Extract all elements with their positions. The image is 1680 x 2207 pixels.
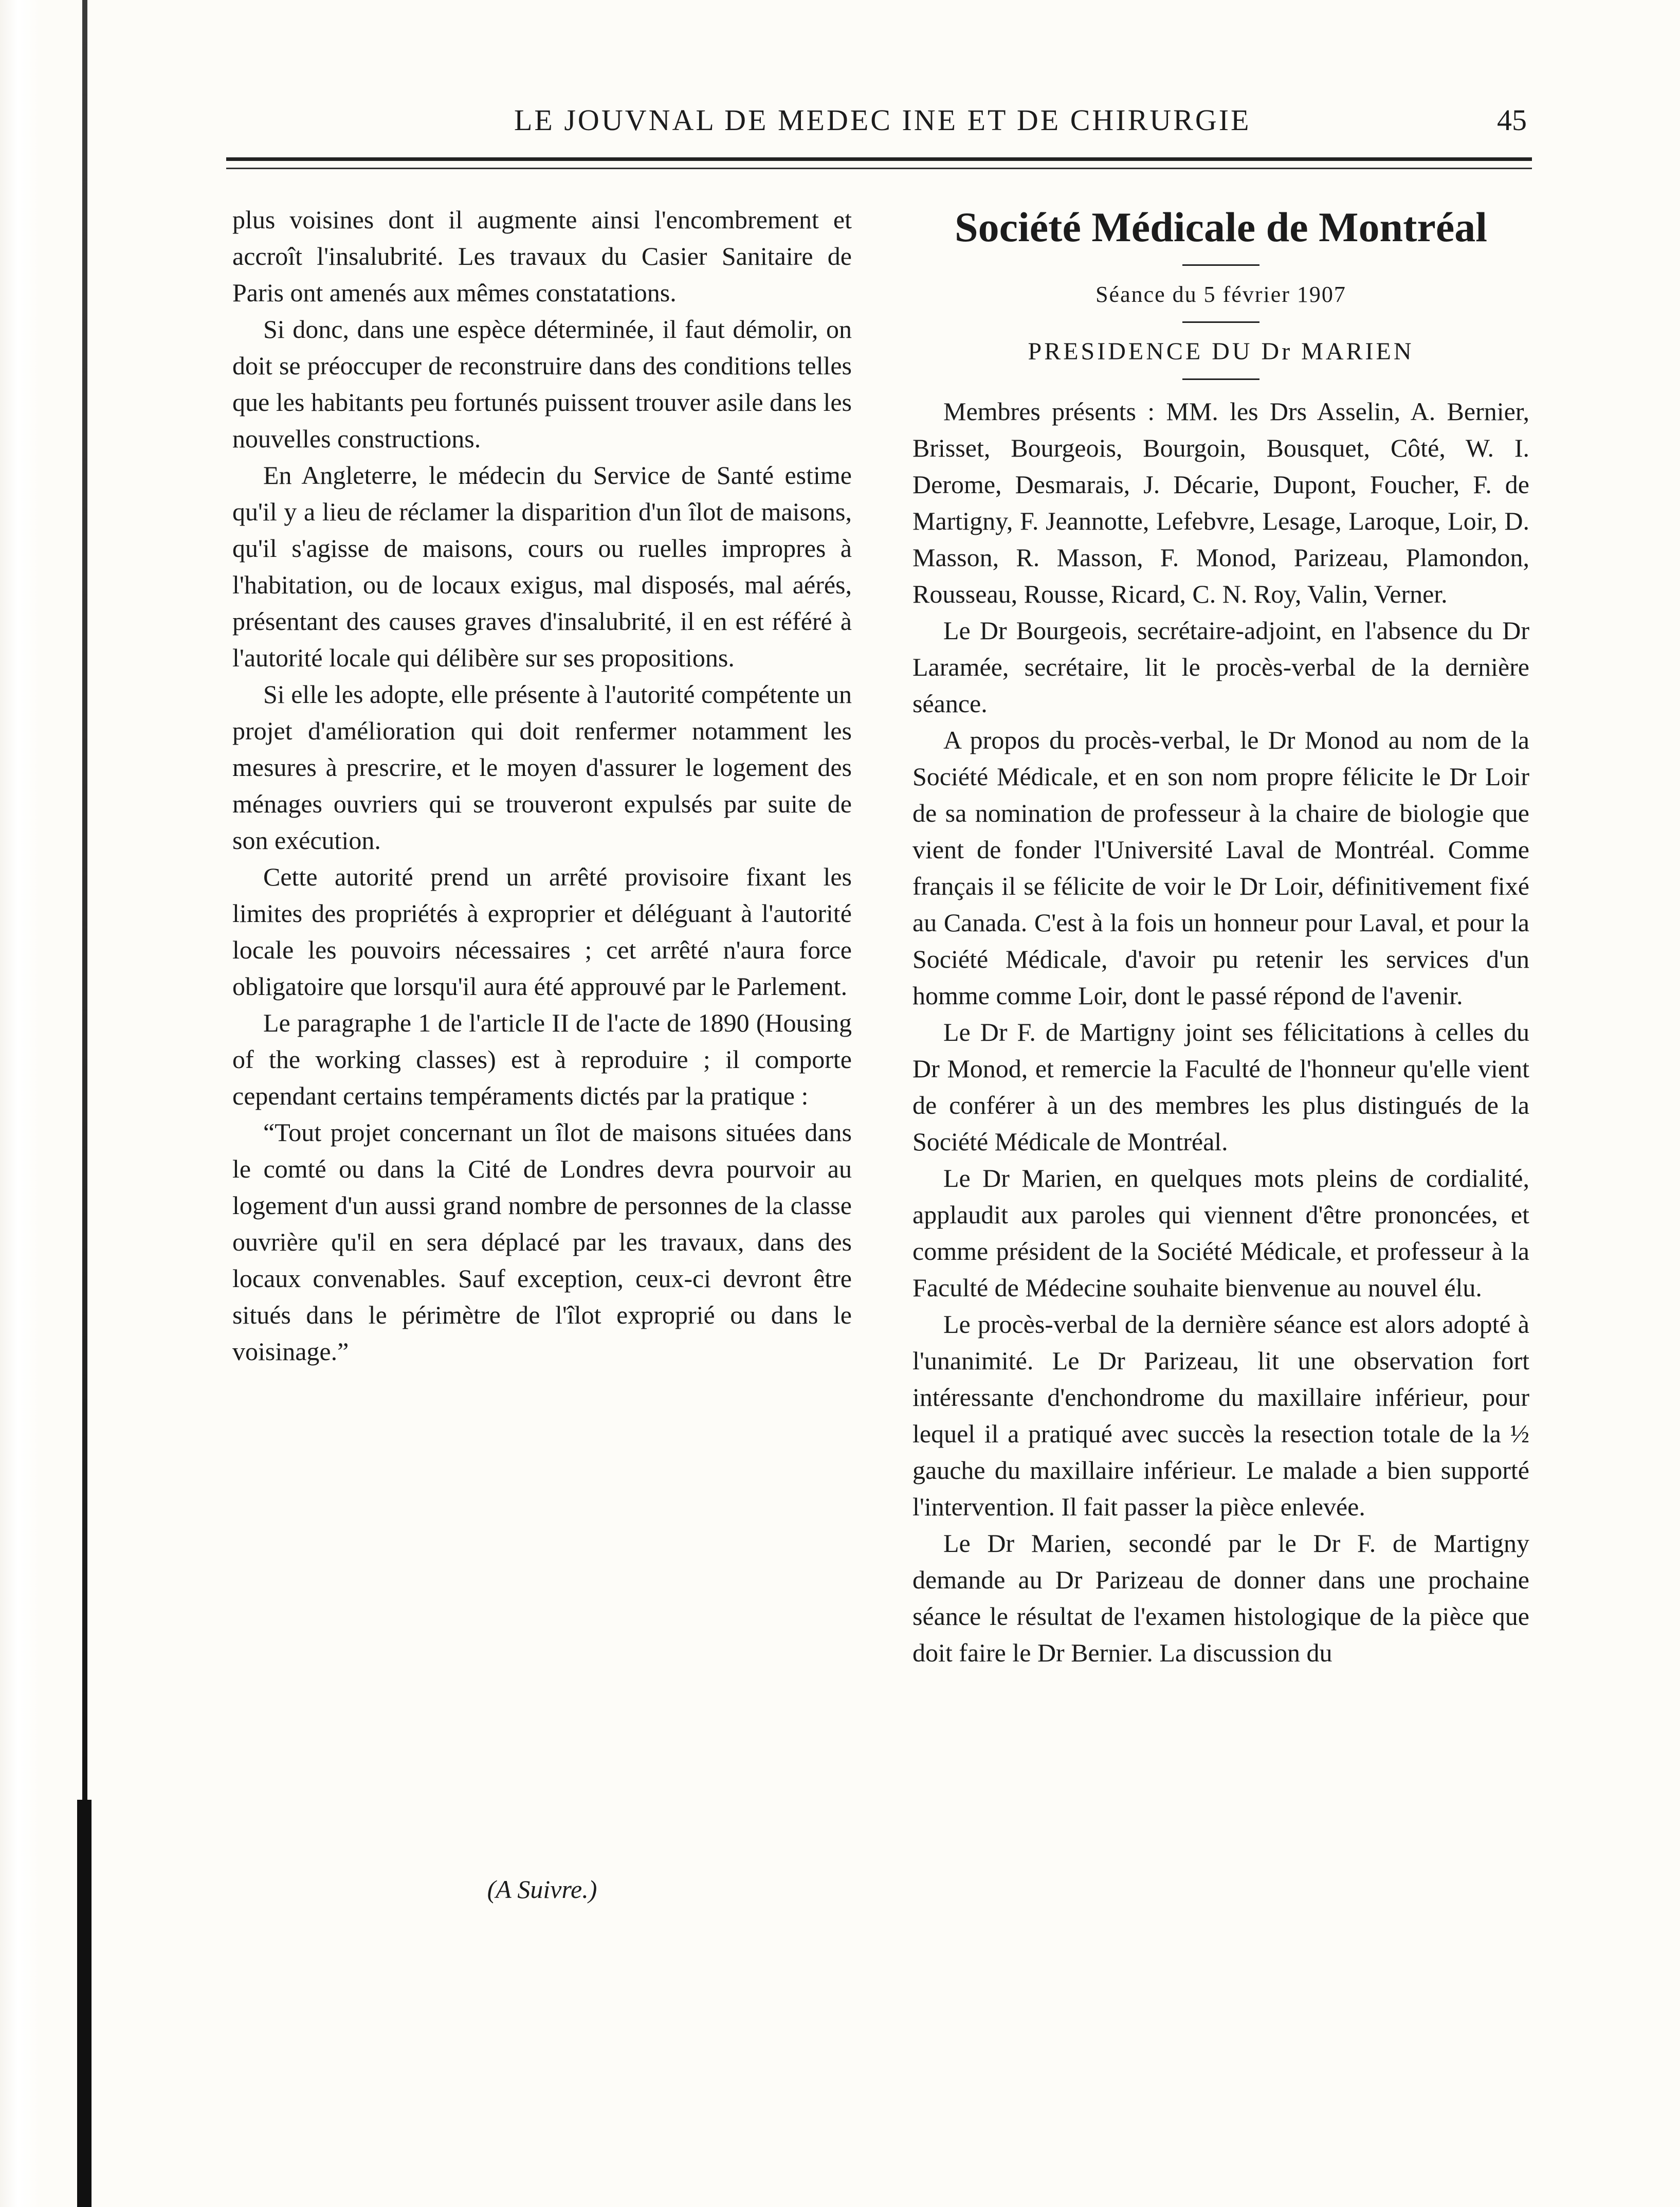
presidency-line: PRESIDENCE DU Dr MARIEN: [1028, 338, 1414, 365]
binding-shadow: [77, 1800, 92, 2207]
paragraph: Si elle les adopte, elle présente à l'autorité compétente un projet d'amélioration qui doit renfermer notamment les mesures à prescrire, et le moyen d'assurer le logement des ménages ouvriers qui se trouveront expulsés par suite de son exécution.: [232, 680, 852, 855]
page-header: [514, 103, 1527, 149]
paragraph: plus voisines dont il augmente ainsi l'encombrement et accroît l'insalubrité. Les travaux du Casier Sanitaire de Paris ont amenés aux mêmes constatations.: [232, 205, 852, 307]
london-act-quote: “Tout projet concernant un îlot de maisons situées dans le comté ou dans la Cité de Londres devra pourvoir au logement d'un aussi grand nombre de personnes de la classe ouvrière qu'il en sera déplacé par les travaux, dans des locaux convenables. Sauf exception, ceux-ci devront être situés dans le périmètre de l'îlot exproprié ou dans le voisinage.”: [232, 1118, 852, 1366]
presidency-rule: [1182, 378, 1259, 380]
paragraph: En Angleterre, le médecin du Service de Santé estime qu'il y a lieu de réclamer la disparition d'un îlot de maisons, qu'il s'agisse de maisons, cours ou ruelles impropres à l'habitation, ou de locaux exigus, mal disposés, mal aérés, présentant des causes graves d'insalubrité, il en est référé à l'autorité locale qui délibère sur ses propositions.: [232, 461, 852, 672]
page-number: 45: [1497, 103, 1527, 137]
page-binding-edge: [0, 0, 40, 2207]
paragraph: Le Dr Marien, en quelques mots pleins de cordialité, applaudit aux paroles qui viennent d'être prononcées, et comme président de la Société Médicale, et professeur à la Faculté de Médecine souhaite bienvenue au nouvel élu.: [912, 1164, 1529, 1302]
paragraph: Le procès-verbal de la dernière séance est alors adopté à l'unanimité. Le Dr Parizeau, lit une observation fort intéressante d'enchondrome du maxillaire inférieur, pour lequel il a pratiqué avec succès la resection totale de la ½ gauche du maxillaire inférieur. Le malade a bien supporté l'intervention. Il fait passer la pièce enlevée.: [912, 1310, 1529, 1521]
paragraph: Si donc, dans une espèce déterminée, il faut démolir, on doit se préoccuper de reconstruire dans des conditions telles que les habitants peu fortunés puissent trouver asile dans les nouvelles constructions.: [232, 315, 852, 453]
session-date: Séance du 5 février 1907: [1095, 282, 1346, 307]
title-rule: [1182, 264, 1259, 266]
left-column: [232, 202, 852, 1370]
members-present: Membres présents : MM. les Drs Asselin, A. Bernier, Brisset, Bourgeois, Bourgoin, Bousquet, Côté, W. I. Derome, Desmarais, J. Décarie, Dupont, Foucher, F. de Martigny, F. Jeannotte, Lefebvre, Lesage, Laroque, Loir, D. Masson, R. Masson, F. Monod, Parizeau, Plamondon, Rousseau, Rousse, Ricard, C. N. Roy, Valin, Verner.: [912, 397, 1529, 608]
header-rule-thick: [226, 157, 1532, 161]
continued-note: (A Suivre.): [487, 1875, 597, 1904]
paragraph: A propos du procès-verbal, le Dr Monod au nom de la Société Médicale, et en son nom propre félicite le Dr Loir de sa nomination de professeur à la chaire de biologie que vient de fonder l'Université Laval de Montréal. Comme français il se félicite de voir le Dr Loir, définitivement fixé au Canada. C'est à la fois un honneur pour Laval, et pour la Société Médicale, d'avoir pu retenir les services d'un homme comme Loir, dont le passé répond de l'avenir.: [912, 726, 1529, 1010]
session-rule: [1182, 321, 1259, 323]
paragraph: Le Dr Marien, secondé par le Dr F. de Martigny demande au Dr Parizeau de donner dans une prochaine séance le résultat de l'examen histologique de la pièce que doit faire le Dr Bernier. La discussion du: [912, 1529, 1529, 1667]
header-rule-thin: [226, 168, 1532, 169]
paragraph: Cette autorité prend un arrêté provisoire fixant les limites des propriétés à exproprier et déléguant à l'autorité locale les pouvoirs nécessaires ; cet arrêté n'aura force obligatoire que lorsqu'il aura été approuvé par le Parlement.: [232, 862, 852, 1001]
paragraph: Le Dr F. de Martigny joint ses félicitations à celles du Dr Monod, et remercie la Faculté de l'honneur qu'elle vient de conférer à un des membres les plus distingués de la Société Médicale de Montréal.: [912, 1018, 1529, 1156]
paragraph: Le paragraphe 1 de l'article II de l'acte de 1890 (Housing of the working classes) est à reproduire ; il comporte cependant certains tempéraments dictés par la pratique :: [232, 1008, 852, 1110]
paragraph: Le Dr Bourgeois, secrétaire-adjoint, en l'absence du Dr Laramée, secrétaire, lit le procès-verbal de la dernière séance.: [912, 616, 1529, 718]
running-title: LE JOUVNAL DE MEDEC INE ET DE CHIRURGIE: [514, 103, 1251, 137]
article-title: Société Médicale de Montréal: [954, 204, 1487, 250]
right-column: [912, 202, 1529, 1671]
